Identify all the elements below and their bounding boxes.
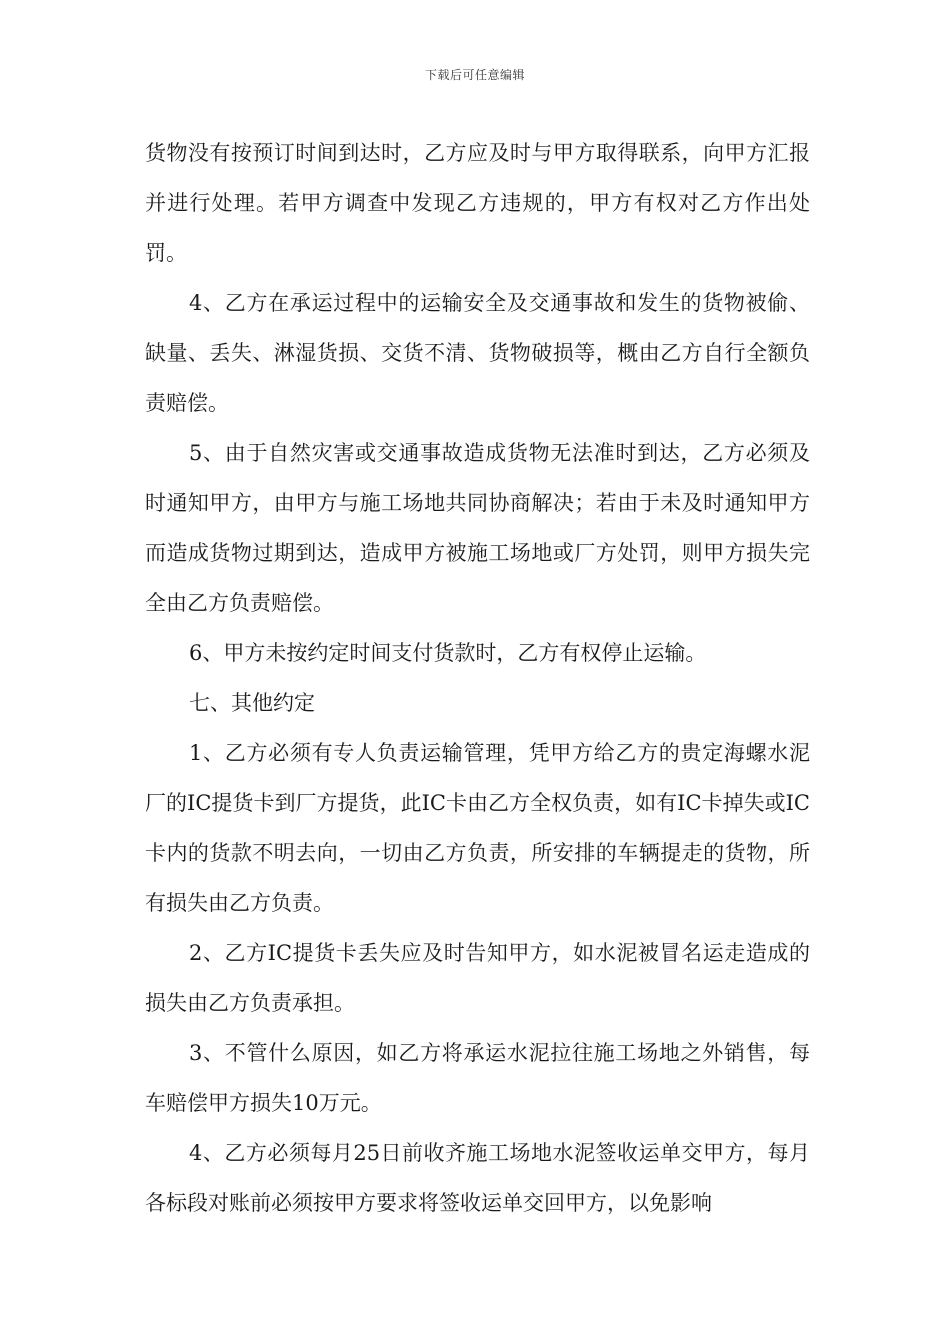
paragraph-clause-5: 5、由于自然灾害或交通事故造成货物无法准时到达，乙方必须及时通知甲方，由甲方与施工场地共同协商解决；若由于未及时通知甲方而造成货物过期到达，造成甲方被施工场地或厂方处罚，则甲方损失完全由乙方负责赔偿。: [145, 441, 810, 615]
document-body: [145, 128, 810, 1228]
paragraph-continuation: 货物没有按预订时间到达时，乙方应及时与甲方取得联系，向甲方汇报并进行处理。若甲方调查中发现乙方违规的，甲方有权对乙方作出处罚。: [145, 141, 810, 265]
section-heading-other-agreements: 七、其他约定: [189, 691, 315, 715]
paragraph-other-4: 4、乙方必须每月25日前收齐施工场地水泥签收运单交甲方，每月各标段对账前必须按甲方要求将签收运单交回甲方，以免影响: [145, 1141, 810, 1215]
page-header: 下载后可任意编辑: [424, 68, 525, 82]
paragraph-other-1: 1、乙方必须有专人负责运输管理，凭甲方给乙方的贵定海螺水泥厂的IC提货卡到厂方提货，此IC卡由乙方全权负责，如有IC卡掉失或IC卡内的货款不明去向，一切由乙方负责，所安排的车辆提走的货物，所有损失由乙方负责。: [145, 741, 810, 915]
paragraph-other-3: 3、不管什么原因，如乙方将承运水泥拉往施工场地之外销售，每车赔偿甲方损失10万元。: [145, 1041, 810, 1115]
paragraph-clause-4: 4、乙方在承运过程中的运输安全及交通事故和发生的货物被偷、缺量、丢失、淋湿货损、交货不清、货物破损等，概由乙方自行全额负责赔偿。: [145, 291, 810, 415]
paragraph-clause-6: 6、甲方未按约定时间支付货款时，乙方有权停止运输。: [189, 641, 707, 665]
paragraph-other-2: 2、乙方IC提货卡丢失应及时告知甲方，如水泥被冒名运走造成的损失由乙方负责承担。: [145, 941, 810, 1015]
